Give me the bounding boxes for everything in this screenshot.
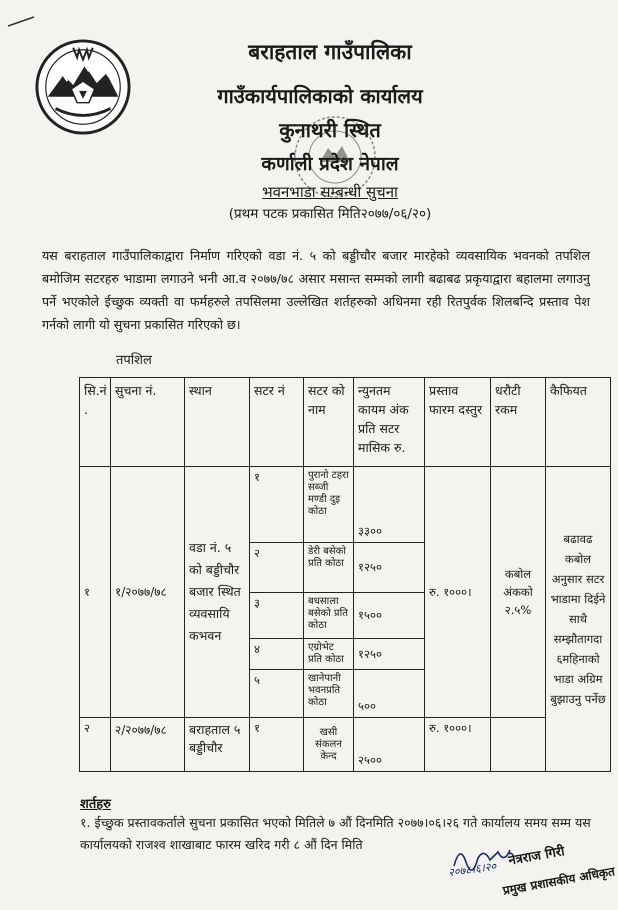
cell-min-rent: ५०० [354,670,425,718]
cell-deposit-empty [491,718,546,772]
header-shutter-name: सटर को नाम [304,378,354,467]
notice-published-date: (प्रथम पटक प्रकासित मिति२०७७/०६/२०) [228,206,432,222]
header-remarks: कैफियत [546,378,611,467]
table-row [80,467,611,543]
cell-shutter-no: ४ [250,639,304,670]
header-form-fee: प्रस्ताव फारम दस्तुर [425,378,491,467]
intro-paragraph: यस बराहताल गाउँपालिकाद्वारा निर्माण गरिएको वडा नं. ५ को बड्डीचौर बजार मारहेको व्यवसायिक भवनको तपशिल बमोजिम सटरहरु भाडामा लगाउने भनी आ.व २०७७/७८ असार मसान्त सम्मको लागी बढाबढ प्रकृयाद्वारा बहालमा लगाउनु पर्ने भएकोले ईच्छुक व्यक्ती वा फर्महरुले तपसिलमा उल्लेखित शर्तहरुको अधिनमा रही रितपुर्वक शिलबन्दि प्रस्ताव पेश गर्नको लागी यो सुचना प्रकासित गरिएको छ। [42,248,590,332]
header-province: कर्णाली प्रदेश नेपाल [261,153,399,175]
municipality-seal-emblem [34,38,132,136]
details-label: तपशिल [116,353,152,368]
cell-shutter-name: एग्रोभेट प्रति कोठा [304,639,354,670]
notice-title: भवनभाडा सम्बन्धी सुचना [262,183,398,201]
header-min-rent: न्युनतम कायम अंक प्रति सटर मासिक रु. [354,378,425,467]
table-header-row [80,378,611,467]
header-location: कुनाथरी स्थित [279,118,381,142]
header-sn: सि.नं . [80,378,111,467]
cell-shutter-no: ३ [250,593,304,639]
cell-location: बराहताल ५ बड्डीचौर [185,718,250,772]
cell-min-rent: १५०० [354,593,425,639]
cell-shutter-no: १ [250,718,304,772]
cell-shutter-name: खसी संकलन केन्द [304,718,354,772]
cell-min-rent: १२५० [354,639,425,670]
header-location: स्थान [185,378,250,467]
header-notice-no: सुचना नं. [111,378,185,467]
cell-shutter-name: खानेपानी भवनप्रति कोठा [304,670,354,718]
cell-shutter-name: पुरानो टहरा सब्जी मण्डी दुइ कोठा [304,467,354,543]
shutter-rent-table [79,377,611,772]
cell-shutter-name: डेरी बसेको प्रति कोठा [304,543,354,593]
cell-min-rent: २५०० [354,718,425,772]
cell-form-fee: रु. १०००। [425,718,491,772]
signatory-title: प्रमुख प्रशासकीय अधिकृत [501,864,616,898]
corner-pen-mark [6,14,36,30]
cell-shutter-name: बधसाला बसेको प्रति कोठा [304,593,354,639]
cell-shutter-no: ५ [250,670,304,718]
header-shutter-no: सटर नं [250,378,304,467]
header-deposit: धरौटी रकम [491,378,546,467]
cell-min-rent: ३३०० [354,467,425,543]
cell-notice-no: १/२०७७/७८ [111,467,185,718]
cell-deposit: कबोल अंकको २.५% [491,467,546,718]
cell-notice-no: २/२०७७/७८ [111,718,185,772]
conditions-title: शर्तहरु [80,797,111,812]
cell-form-fee: रु. १०००। [425,467,491,718]
condition-item-1: १. ईच्छुक प्रस्तावकर्ताले सुचना प्रकासित भएको मितिले ७ औं दिनमिति २०७७।०६।२६ गते कार्यालय समय सम्म यस कार्यालयको राजश्व शाखाबाट फारम खरिद गरी ८ औं दिन मिति [80,815,591,852]
cell-remarks: बढावढ कबोल अनुसार सटर भाडामा दिईने साथै सम्झौतागदा ६महिनाको भाडा अग्रिम बुझाउनु पर्नेछ [546,467,611,772]
cell-sn: १ [80,467,111,718]
cell-min-rent: १२५० [354,543,425,593]
signature-date: २०७८।६।२० [447,859,498,880]
cell-shutter-no: २ [250,543,304,593]
header-municipality-name: बराहताल गाउँपालिका [248,40,412,64]
table-row [80,718,611,772]
cell-shutter-no: १ [250,467,304,543]
header-office-name: गाउँकार्यपालिकाको कार्यालय [217,84,423,108]
cell-sn: २ [80,718,111,772]
cell-location: वडा नं. ५ को बड्डीचौर बजार स्थित व्यवसायि कभवन [185,467,250,718]
signatory-name: नेत्रराज गिरी [507,844,566,869]
